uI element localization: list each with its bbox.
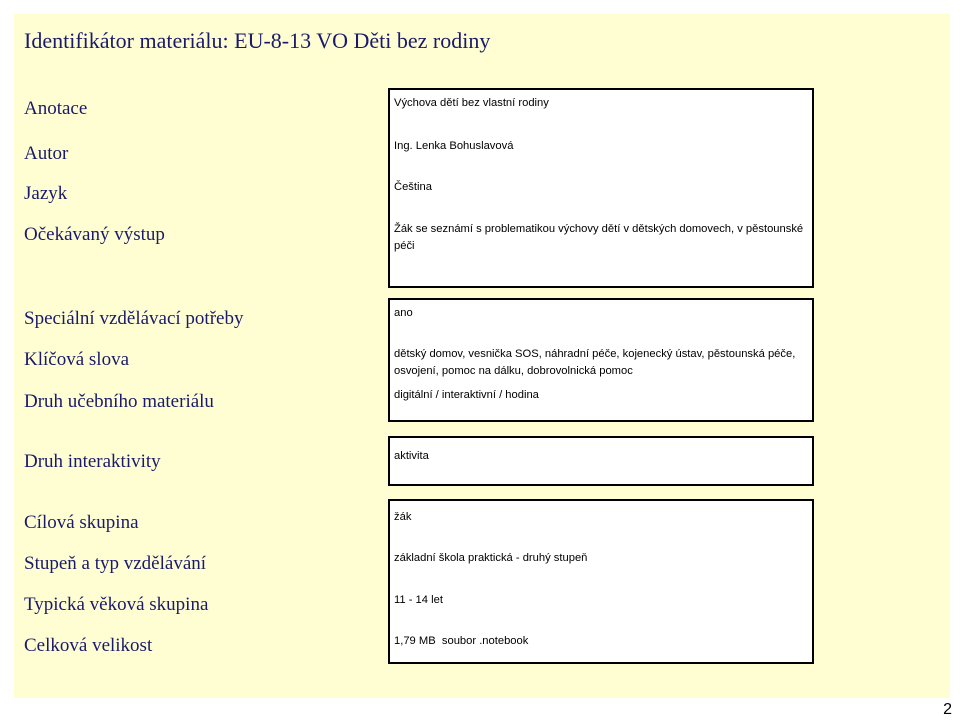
label-klicova-slova: Klíčová slova (24, 349, 130, 370)
label-autor: Autor (24, 143, 69, 164)
value-celkova-velikost: 1,79 MB soubor .notebook (394, 635, 529, 647)
value-vekova-skupina: 11 - 14 let (394, 594, 443, 606)
value-druh-interaktivity: aktivita (394, 450, 429, 462)
value-druh-materialu: digitální / interaktivní / hodina (394, 389, 539, 401)
value-cilova-skupina: žák (394, 511, 412, 523)
label-celkova-velikost: Celková velikost (24, 635, 153, 656)
value-box-audience (388, 499, 814, 664)
value-box-details (388, 298, 814, 422)
value-stupen-typ: základní škola praktická - druhý stupeň (394, 552, 588, 564)
label-jazyk: Jazyk (24, 183, 68, 204)
label-specialni-potreby: Speciální vzdělávací potřeby (24, 308, 244, 329)
label-ocekavany-vystup: Očekávaný výstup (24, 224, 165, 245)
document-title: Identifikátor materiálu: EU-8-13 VO Děti bez rodiny (24, 28, 491, 53)
label-druh-interaktivity: Druh interaktivity (24, 451, 161, 472)
value-box-basic (388, 88, 814, 288)
label-cilova-skupina: Cílová skupina (24, 512, 139, 533)
value-jazyk: Čeština (394, 181, 432, 193)
value-anotace: Výchova dětí bez vlastní rodiny (394, 97, 549, 109)
value-box-interactivity (388, 436, 814, 486)
label-druh-materialu: Druh učebního materiálu (24, 391, 214, 412)
label-stupen-typ: Stupeň a typ vzdělávání (24, 553, 207, 574)
label-vekova-skupina: Typická věková skupina (24, 594, 209, 615)
value-ocekavany-vystup: Žák se seznámí s problematikou výchovy dětí v dětských domovech, v pěstounské péči (394, 223, 804, 252)
value-klicova-slova: dětský domov, vesnička SOS, náhradní péče, kojenecký ústav, pěstounská péče, osvojení, pomoc na dálku, dobrovolnická pomoc (394, 348, 796, 377)
label-anotace: Anotace (24, 98, 88, 119)
value-autor: Ing. Lenka Bohuslavová (394, 140, 514, 152)
value-specialni-potreby: ano (394, 307, 413, 319)
page-number: 2 (943, 701, 952, 718)
